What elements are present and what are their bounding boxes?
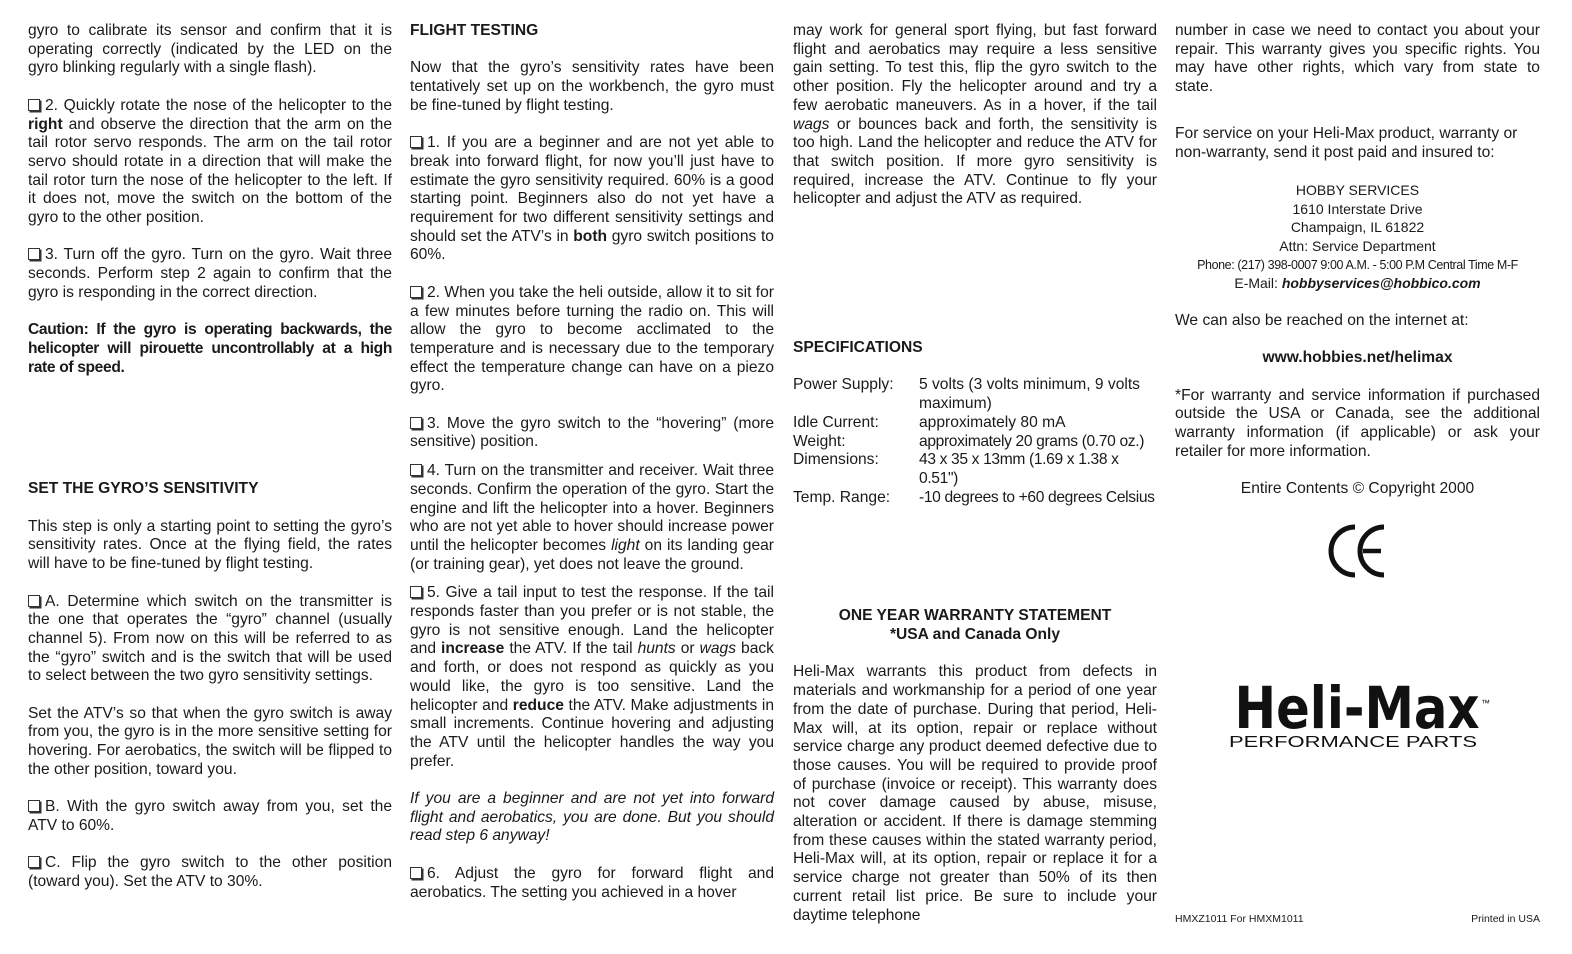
spec-value: -10 degrees to +60 degrees Celsius	[919, 488, 1155, 506]
column-2	[410, 22, 774, 902]
specifications-table	[793, 376, 1157, 507]
footer-printed: Printed in USA	[1471, 913, 1540, 925]
checkbox-icon[interactable]	[28, 248, 40, 260]
outside-usa-text: *For warranty and service information if purchased outside the USA or Canada, see the additional warranty information (if applicable) or ask your retailer for more information.	[1175, 386, 1540, 460]
warranty-title: ONE YEAR WARRANTY STATEMENT *USA and Canada Only	[838, 607, 1112, 644]
checkbox-icon[interactable]	[410, 867, 422, 879]
spec-value: 43 x 35 x 13mm (1.69 x 1.38 x 0.51")	[919, 451, 1119, 487]
checkbox-icon[interactable]	[28, 595, 40, 607]
paragraph: Now that the gyro’s sensitivity rates have been tentatively set up on the workbench, the gyro must be fine-tuned by flight testing.	[410, 59, 774, 114]
logo-subtitle: PERFORMANCE PARTS	[1229, 734, 1477, 751]
checkbox-icon[interactable]	[28, 800, 40, 812]
spec-value: approximately 20 grams (0.70 oz.)	[919, 432, 1145, 450]
checkbox-icon[interactable]	[28, 856, 40, 868]
checkbox-icon[interactable]	[410, 464, 422, 476]
step-c: C. Flip the gyro switch to the other position (toward you). Set the ATV to 30%.	[28, 854, 392, 890]
logo-text: Heli-Max	[1234, 678, 1480, 742]
spec-row	[793, 433, 1157, 452]
internet-text: We can also be reached on the internet at:	[1175, 311, 1469, 329]
spec-row	[793, 451, 1157, 488]
trademark-symbol: ™	[1481, 698, 1490, 708]
heli-max-logo	[1225, 678, 1490, 753]
warranty-text: Heli-Max warrants this product from defects in materials and workmanship for a period of one year from the date of purchase. During that period, Heli-Max will, at its option, repair or replace without service charge any product deemed defective due to those causes. You will be required to provide proof of purchase (invoice or receipt). This warranty does not cover damage caused by abuse, misuse, alteration or accident. If there is damage stemming from these causes within the stated warranty period, Heli-Max will, at its option, repair or replace it for a service charge not greater than 50% of its then current retail list price. Be sure to include your daytime telephone	[793, 663, 1157, 924]
step-5: 5. Give a tail input to test the response. If the tail responds faster than you prefer or is not stable, the gyro is not sensitive enough. Land the helicopter and increase the ATV. If the tail hunts or wags back and forth, or does not respond as quickly as you would like, the gyro is too sensitive. Land the helicopter and reduce the ATV. Make adjustments in small increments. Continue hovering and adjusting the ATV until the helicopter handles the way you prefer.	[410, 584, 774, 770]
paragraph: may work for general sport flying, but fast forward flight and aerobatics may require a less sensitive gain setting. To test this, flip the gyro switch to the other position. Fly the helicopter around and try a few aerobatic maneuvers. As in a hover, if the tail wags or bounces back and forth, the sensitivity is too high. Land the helicopter and reduce the ATV for that switch position. If more gyro sensitivity is required, increase the ATV. Continue to fly your helicopter and adjust the ATV as required.	[793, 22, 1157, 208]
step-1: 1. If you are a beginner and are not yet able to break into forward flight, for now you’ll just have to estimate the gyro sensitivity required. 60% is a good starting point. Beginners also do not yet have a requirement for two different sensitivity settings and should set the ATV’s in both gyro switch positions to 60%.	[410, 134, 774, 264]
service-address: HOBBY SERVICES 1610 Interstate Drive Champaign, IL 61822 Attn: Service Department Phone: (217) 398-0007 9:00 A.M. - 5:00 P.M Central Time M-F E-Mail: hobbyservices@hobbico.com	[1175, 181, 1540, 293]
spec-label: Idle Current:	[793, 413, 879, 431]
ce-mark-icon	[1326, 521, 1390, 581]
specifications-heading: SPECIFICATIONS	[793, 339, 923, 357]
step-2: 2. Quickly rotate the nose of the helicopter to the right and observe the direction that the arm on the tail rotor servo responds. The arm on the tail rotor servo should rotate in a direction that will make the tail rotor turn the nose of the helicopter to the left. If it does not, move the switch on the bottom of the gyro to the other position.	[28, 96, 392, 227]
paragraph: Set the ATV’s so that when the gyro switch is away from you, the gyro is in the more sensitive setting for hovering. For aerobatics, the switch will be flipped to the other position, toward you.	[28, 704, 392, 778]
beginner-note: If you are a beginner and are not yet into forward flight and aerobatics, you are done. But you should read step 6 anyway!	[410, 790, 774, 845]
spec-label: Power Supply:	[793, 376, 894, 394]
spec-row	[793, 489, 1157, 508]
email-link[interactable]: hobbyservices@hobbico.com	[1281, 275, 1481, 292]
step-a: A. Determine which switch on the transmitter is the one that operates the “gyro” channel (usually channel 5). From now on this will be referred to as the “gyro” switch and is the switch that will be used to select between the two gyro sensitivity settings.	[28, 592, 392, 685]
spec-label: Weight:	[793, 432, 846, 450]
checkbox-icon[interactable]	[28, 99, 40, 111]
section-heading: FLIGHT TESTING	[410, 22, 539, 39]
spec-row	[793, 414, 1157, 433]
website-link[interactable]: www.hobbies.net/helimax	[1262, 349, 1453, 367]
checkbox-icon[interactable]	[410, 136, 422, 148]
spec-value: 5 volts (3 volts minimum, 9 volts maximum)	[919, 376, 1140, 413]
email-line: E-Mail: hobbyservices@hobbico.com	[1234, 275, 1481, 292]
footer-part-number: HMXZ1011 For HMXM1011	[1175, 913, 1304, 925]
paragraph: This step is only a starting point to setting the gyro’s sensitivity rates. Once at the flying field, the rates will have to be fine-tuned by flight testing.	[28, 517, 392, 573]
column-3	[793, 22, 1157, 925]
checkbox-icon[interactable]	[410, 417, 422, 429]
column-1	[28, 22, 392, 892]
caution-text: Caution: If the gyro is operating backwards, the helicopter will pirouette uncontrollably at a high rate of speed.	[28, 321, 392, 376]
checkbox-icon[interactable]	[410, 586, 422, 598]
spec-value: approximately 80 mA	[919, 413, 1066, 431]
spec-label: Temp. Range:	[793, 488, 891, 506]
step-4: 4. Turn on the transmitter and receiver. Wait three seconds. Confirm the operation of the gyro. Start the engine and lift the helicopter into a hover. Beginners who are not yet able to hover should increase power until the helicopter becomes light on its landing gear (or training gear), yet does not leave the ground.	[410, 462, 774, 573]
spec-row	[793, 376, 1157, 413]
step-2: 2. When you take the heli outside, allow it to sit for a few minutes before turning the radio on. This will allow the gyro to become acclimated to the temperature and is necessary due to the temporary effect the temperature change can have on a piezo gyro.	[410, 283, 774, 395]
paragraph: number in case we need to contact you about your repair. This warranty gives you specific rights. You may have other rights, which vary from state to state.	[1175, 22, 1540, 96]
step-6: 6. Adjust the gyro for forward flight and aerobatics. The setting you achieved in a hover	[410, 864, 774, 901]
step-b: B. With the gyro switch away from you, set the ATV to 60%.	[28, 798, 392, 834]
service-paragraph: For service on your Heli-Max product, warranty or non-warranty, send it post paid and insured to:	[1175, 124, 1518, 161]
checkbox-icon[interactable]	[410, 286, 422, 298]
section-heading: SET THE GYRO’S SENSITIVITY	[28, 480, 259, 498]
step-3: 3. Move the gyro switch to the “hovering” (more sensitive) position.	[410, 414, 774, 451]
copyright-text: Entire Contents © Copyright 2000	[1240, 480, 1475, 498]
phone-text: Phone: (217) 398-0007 9:00 A.M. - 5:00 P.M Central Time M-F	[1197, 257, 1518, 272]
column-4	[1175, 22, 1540, 581]
paragraph: gyro to calibrate its sensor and confirm that it is operating correctly (indicated by the LED on the gyro blinking regularly with a single flash).	[28, 22, 392, 77]
step-3: 3. Turn off the gyro. Turn on the gyro. Wait three seconds. Perform step 2 again to confirm that the gyro is responding in the correct direction.	[28, 246, 392, 301]
spec-label: Dimensions:	[793, 451, 879, 469]
